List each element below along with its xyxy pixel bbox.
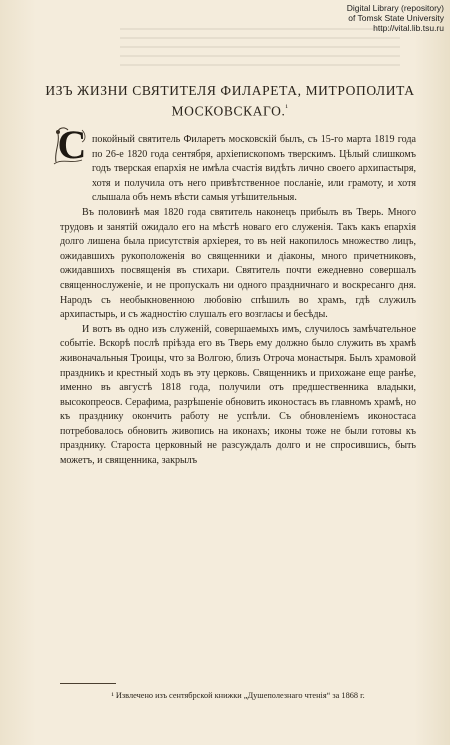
- drop-cap-letter: С: [57, 122, 87, 167]
- footnote: ¹ Извлечено изъ сентябрской книжки „Душеполезнаго чтенія“ за 1868 г.: [111, 691, 365, 700]
- article-body: [60, 133, 416, 469]
- footnote-divider: [60, 683, 116, 684]
- title-line-1: ИЗЪ ЖИЗНИ СВЯТИТЕЛЯ ФИЛАРЕТА, МИТРОПОЛИТА: [45, 83, 415, 98]
- article-title: [40, 82, 420, 120]
- paragraph-1: покойный святитель Филаретъ московскій былъ, съ 15-го марта 1819 года по 26-е 1820 года сентября, архіепископомъ тверскимъ. Цѣлый слишкомъ годъ тверская епархія не имѣла счастія видѣть лично своего архипастыря, хотя и получила отъ него привѣтственное посланіе, или грамоту, и хотя слышала объ немъ вѣсти самыя утѣшительныя.: [92, 134, 416, 204]
- title-footnote-mark: ¹: [285, 103, 289, 112]
- bleed-through-shadow: [120, 28, 400, 68]
- watermark-line-2: of Tomsk State University: [348, 13, 444, 23]
- watermark-line-3[interactable]: http://vital.lib.tsu.ru: [373, 23, 444, 33]
- watermark-line-1: Digital Library (repository): [346, 3, 444, 13]
- paragraph-2: Въ половинѣ мая 1820 года святитель наконецъ прибылъ въ Тверь. Много трудовъ и занятій ожидало его на мѣстѣ новаго его служенія. Такъ какъ епархія долго лишена была присутствія архіерея, то въ ней накопилось множество лицъ, ожидавшихъ рукоположенія во священники и діаконы, много причетниковъ, ожидавшихъ посвященія въ стихари. Святитель почти ежедневно совершалъ священнослуженіе, и не пропускалъ ни одного праздничнаго и воскресанго дня. Народъ съ необыкновенною любовію спѣшилъ во храмъ, гдѣ служилъ архипастырь, и съ жадностію слушалъ его возгласы и бесѣды.: [60, 206, 416, 321]
- title-line-2: МОСКОВСКАГО.$^{^1}$: [171, 103, 289, 119]
- paragraph-3: И вотъ въ одно изъ служеній, совершаемыхъ имъ, случилось замѣчательное событіе. Вскорѣ послѣ пріѣзда его въ Тверь ему должно было служить въ храмѣ живоначальныя Троицы, что за Волгою, близъ Отроча монастыря. Былъ храмовой праздникъ и крестный ходъ въ эту церковь. Священникъ и прихожане еще ранѣе, именно въ августѣ 1818 года, получили отъ предшественника владыки, высокопреосв. Серафима, разрѣшеніе обновить иконостасъ въ главномъ храмѣ, но къ празднику окончить работу не успѣли. Съ обновленіемъ иконостаса потребовалось обновить живопись на иконахъ; иконы тоже не были готовы къ празднику. Староста церковный не разсуждалъ долго и не спросившись, быть можетъ, и священника, закрылъ: [60, 323, 416, 467]
